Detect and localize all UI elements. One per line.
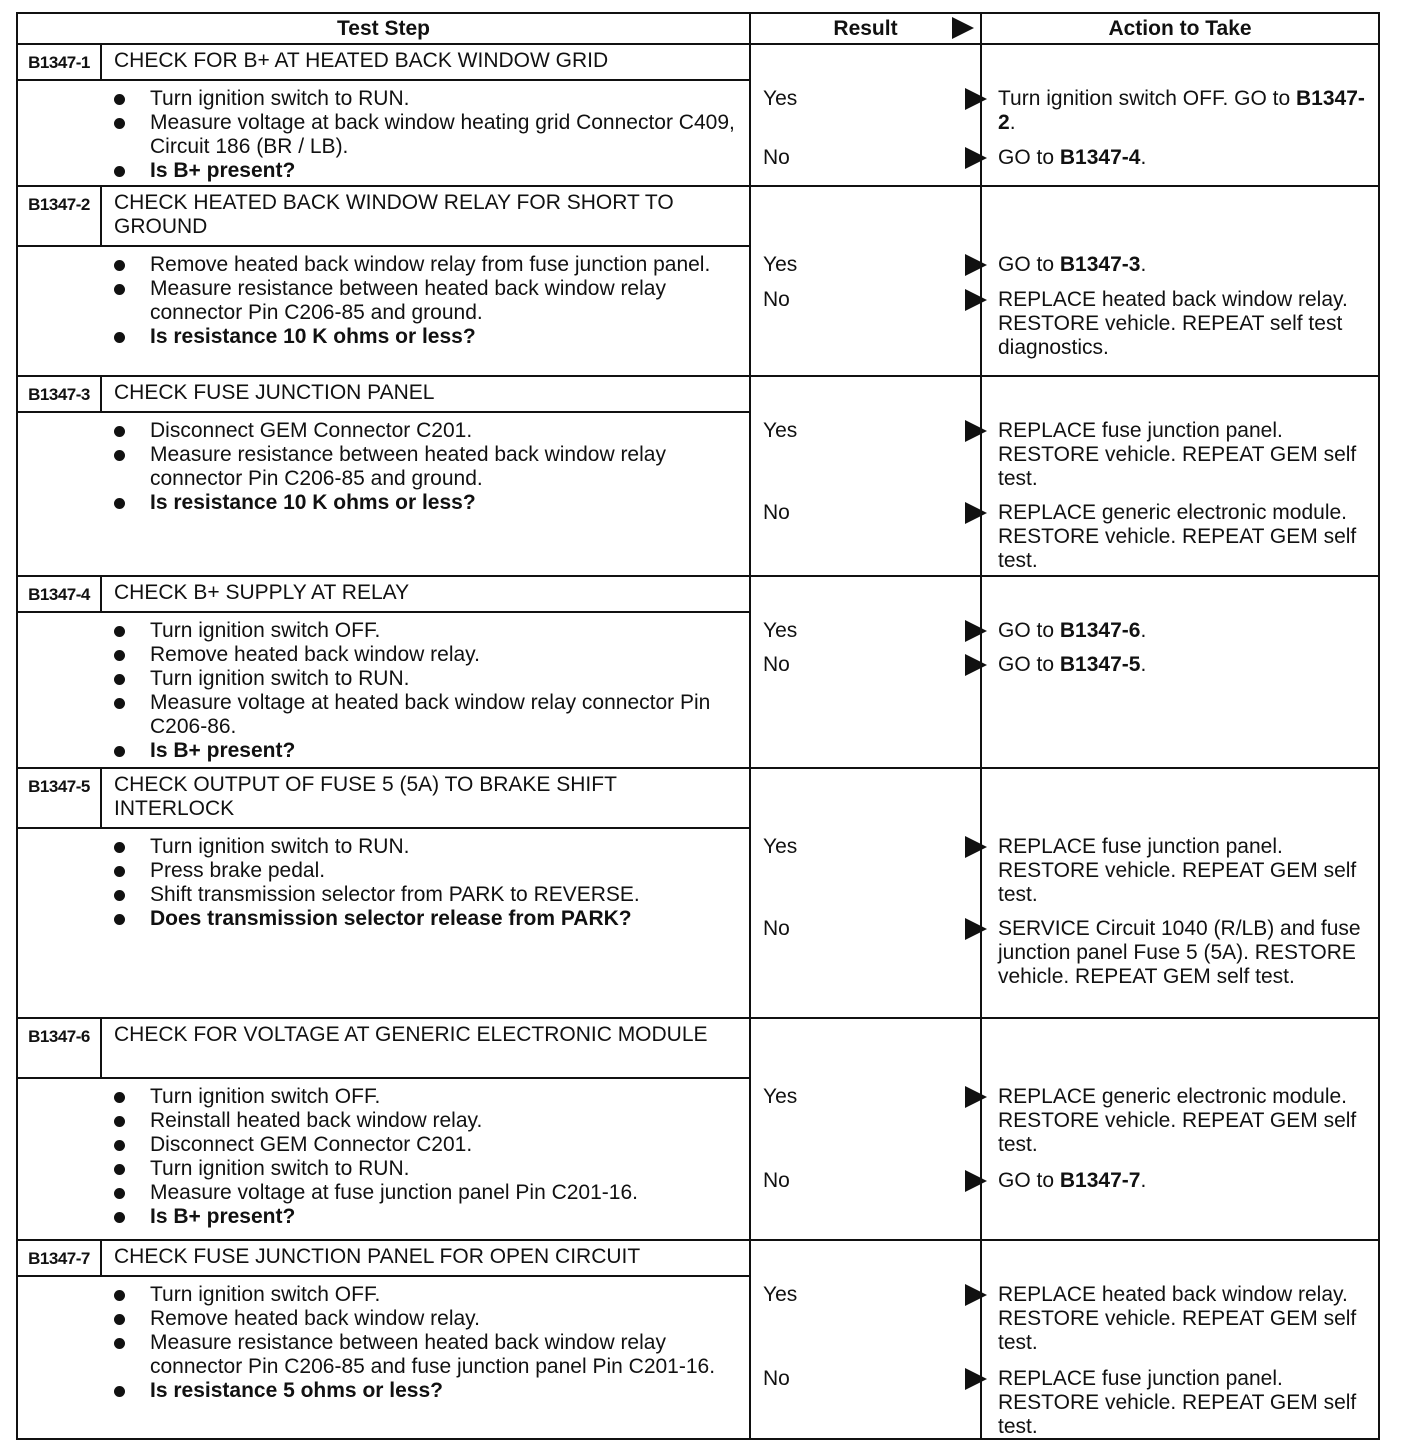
- result-yes: [763, 419, 978, 443]
- action-text: [998, 288, 1368, 360]
- step-instructions: [114, 835, 741, 931]
- result-cell: [749, 1019, 980, 1241]
- action-cell: [980, 1241, 1380, 1440]
- result-no: [763, 146, 978, 170]
- step-row: [16, 769, 1380, 1019]
- step-question: Is B+ present?: [114, 1205, 741, 1229]
- action-cell: [980, 187, 1380, 377]
- test-step-cell: [16, 1019, 749, 1241]
- action-instruction: GO to: [998, 619, 1055, 642]
- result-no: [763, 917, 978, 941]
- result-label: Yes: [763, 87, 798, 110]
- step-header: [18, 377, 749, 413]
- action-suffix: .: [1140, 146, 1147, 169]
- step-reference-link[interactable]: B1347-2: [998, 87, 1365, 134]
- step-reference-link[interactable]: B1347-7: [1059, 1169, 1141, 1192]
- action-suffix: .: [1009, 111, 1016, 134]
- action-instruction: GO to: [998, 1169, 1055, 1192]
- diagnostic-table: [16, 12, 1380, 1440]
- step-id: B1347-6: [18, 1019, 102, 1077]
- instruction-item: Remove heated back window relay.: [114, 1307, 741, 1331]
- result-label: Yes: [763, 1283, 798, 1306]
- step-question: Is resistance 5 ohms or less?: [114, 1379, 741, 1403]
- step-id: B1347-2: [18, 187, 102, 245]
- step-id: B1347-3: [18, 377, 102, 411]
- action-text: [998, 1085, 1368, 1157]
- instruction-item: Disconnect GEM Connector C201.: [114, 1133, 741, 1157]
- result-label: Yes: [763, 419, 798, 442]
- instruction-item: Turn ignition switch to RUN.: [114, 1157, 741, 1181]
- action-text: [998, 1283, 1368, 1355]
- instruction-item: Turn ignition switch to RUN.: [114, 835, 741, 859]
- result-label: No: [763, 917, 790, 940]
- result-yes: [763, 87, 978, 111]
- step-title: CHECK HEATED BACK WINDOW RELAY FOR SHORT TO GROUND: [114, 191, 674, 238]
- instruction-item: Reinstall heated back window relay.: [114, 1109, 741, 1133]
- step-instructions: [114, 1085, 741, 1229]
- step-id: B1347-4: [18, 577, 102, 611]
- step-title: CHECK FUSE JUNCTION PANEL: [114, 381, 435, 404]
- instruction-item: Measure resistance between heated back window relay connector Pin C206-85 and fuse junction panel Pin C201-16.: [114, 1331, 741, 1379]
- test-step-cell: [16, 187, 749, 377]
- action-instruction: REPLACE generic electronic module. RESTORE vehicle. REPEAT GEM self test.: [998, 501, 1357, 572]
- instruction-item: Turn ignition switch to RUN.: [114, 667, 741, 691]
- result-cell: [749, 577, 980, 769]
- step-header: [18, 45, 749, 81]
- result-yes: [763, 1283, 978, 1307]
- action-instruction: REPLACE fuse junction panel. RESTORE vehicle. REPEAT GEM self test.: [998, 1367, 1357, 1438]
- step-header: [18, 1241, 749, 1277]
- action-instruction: SERVICE Circuit 1040 (R/LB) and fuse junction panel Fuse 5 (5A). RESTORE vehicle. REPEAT GEM self test.: [998, 917, 1361, 988]
- step-header: [18, 187, 749, 247]
- result-label: Yes: [763, 835, 798, 858]
- action-instruction: GO to: [998, 146, 1055, 169]
- result-no: [763, 1367, 978, 1391]
- result-label: Yes: [763, 619, 798, 642]
- action-text: [998, 1169, 1368, 1193]
- action-text: [998, 253, 1368, 277]
- result-no: [763, 1169, 978, 1193]
- action-instruction: REPLACE fuse junction panel. RESTORE vehicle. REPEAT GEM self test.: [998, 835, 1357, 906]
- step-instructions: [114, 87, 741, 183]
- result-yes: [763, 253, 978, 277]
- action-text: [998, 87, 1368, 135]
- step-instructions: [114, 419, 741, 515]
- action-instruction: REPLACE fuse junction panel. RESTORE vehicle. REPEAT GEM self test.: [998, 419, 1357, 490]
- test-step-cell: [16, 1241, 749, 1440]
- action-cell: [980, 45, 1380, 187]
- step-row: [16, 1019, 1380, 1241]
- result-label: No: [763, 1169, 790, 1192]
- step-question: Is B+ present?: [114, 739, 741, 763]
- step-row: [16, 45, 1380, 187]
- action-text: [998, 619, 1368, 643]
- result-no: [763, 288, 978, 312]
- header-result-label: Result: [833, 16, 898, 40]
- step-instructions: [114, 619, 741, 763]
- instruction-item: Measure voltage at heated back window relay connector Pin C206-86.: [114, 691, 741, 739]
- action-instruction: GO to: [998, 653, 1055, 676]
- instruction-item: Remove heated back window relay from fuse junction panel.: [114, 253, 741, 277]
- result-cell: [749, 377, 980, 577]
- step-title: CHECK FOR B+ AT HEATED BACK WINDOW GRID: [114, 49, 609, 72]
- step-header: [18, 769, 749, 829]
- action-text: [998, 1367, 1368, 1439]
- action-suffix: .: [1140, 253, 1147, 276]
- result-cell: [749, 45, 980, 187]
- action-instruction: REPLACE generic electronic module. RESTORE vehicle. REPEAT GEM self test.: [998, 1085, 1357, 1156]
- step-title: CHECK B+ SUPPLY AT RELAY: [114, 581, 410, 604]
- step-title: CHECK OUTPUT OF FUSE 5 (5A) TO BRAKE SHIFT INTERLOCK: [114, 773, 617, 820]
- action-instruction: Turn ignition switch OFF. GO to: [998, 87, 1291, 110]
- header-result: [749, 12, 982, 45]
- step-reference-link[interactable]: B1347-3: [1059, 253, 1141, 276]
- action-instruction: REPLACE heated back window relay. RESTORE vehicle. REPEAT GEM self test.: [998, 1283, 1357, 1354]
- instruction-item: Turn ignition switch to RUN.: [114, 87, 741, 111]
- action-text: [998, 917, 1368, 989]
- step-question: Does transmission selector release from PARK?: [114, 907, 741, 931]
- result-yes: [763, 835, 978, 859]
- result-cell: [749, 769, 980, 1019]
- action-cell: [980, 377, 1380, 577]
- header-test-step: Test Step: [16, 12, 751, 45]
- result-label: No: [763, 653, 790, 676]
- action-cell: [980, 769, 1380, 1019]
- instruction-item: Press brake pedal.: [114, 859, 741, 883]
- action-instruction: REPLACE heated back window relay. RESTORE vehicle. REPEAT self test diagnostics.: [998, 288, 1348, 359]
- instruction-item: Turn ignition switch OFF.: [114, 1085, 741, 1109]
- header-action: Action to Take: [980, 12, 1380, 45]
- step-id: B1347-5: [18, 769, 102, 827]
- instruction-item: Shift transmission selector from PARK to REVERSE.: [114, 883, 741, 907]
- result-label: Yes: [763, 253, 798, 276]
- result-yes: [763, 1085, 978, 1109]
- action-suffix: .: [1140, 653, 1147, 676]
- result-label: No: [763, 1367, 790, 1390]
- result-cell: [749, 1241, 980, 1440]
- test-step-cell: [16, 45, 749, 187]
- action-instruction: GO to: [998, 253, 1055, 276]
- step-header: [18, 577, 749, 613]
- test-step-cell: [16, 377, 749, 577]
- step-row: [16, 1241, 1380, 1440]
- step-question: Is resistance 10 K ohms or less?: [114, 325, 741, 349]
- result-label: No: [763, 288, 790, 311]
- result-no: [763, 653, 978, 677]
- action-text: [998, 835, 1368, 907]
- instruction-item: Remove heated back window relay.: [114, 643, 741, 667]
- step-instructions: [114, 253, 741, 349]
- step-question: Is resistance 10 K ohms or less?: [114, 491, 741, 515]
- action-suffix: .: [1140, 1169, 1147, 1192]
- result-yes: [763, 619, 978, 643]
- step-reference-link[interactable]: B1347-6: [1059, 619, 1141, 642]
- step-id: B1347-7: [18, 1241, 102, 1275]
- instruction-item: Measure resistance between heated back window relay connector Pin C206-85 and ground.: [114, 443, 741, 491]
- action-text: [998, 146, 1368, 170]
- action-cell: [980, 1019, 1380, 1241]
- arrow-right-icon: [952, 17, 974, 39]
- step-id: B1347-1: [18, 45, 102, 79]
- step-title: CHECK FOR VOLTAGE AT GENERIC ELECTRONIC MODULE: [114, 1023, 708, 1046]
- test-step-cell: [16, 577, 749, 769]
- action-cell: [980, 577, 1380, 769]
- instruction-item: Measure voltage at back window heating grid Connector C409, Circuit 186 (BR / LB).: [114, 111, 741, 159]
- step-row: [16, 187, 1380, 377]
- action-suffix: .: [1140, 619, 1147, 642]
- result-label: No: [763, 146, 790, 169]
- instruction-item: Disconnect GEM Connector C201.: [114, 419, 741, 443]
- action-text: [998, 501, 1368, 573]
- instruction-item: Turn ignition switch OFF.: [114, 1283, 741, 1307]
- step-reference-link[interactable]: B1347-5: [1059, 653, 1141, 676]
- test-step-cell: [16, 769, 749, 1019]
- step-row: [16, 577, 1380, 769]
- result-cell: [749, 187, 980, 377]
- action-text: [998, 419, 1368, 491]
- step-instructions: [114, 1283, 741, 1403]
- step-question: Is B+ present?: [114, 159, 741, 183]
- instruction-item: Measure resistance between heated back window relay connector Pin C206-85 and ground.: [114, 277, 741, 325]
- instruction-item: Measure voltage at fuse junction panel Pin C201-16.: [114, 1181, 741, 1205]
- result-no: [763, 501, 978, 525]
- action-text: [998, 653, 1368, 677]
- result-label: Yes: [763, 1085, 798, 1108]
- step-row: [16, 377, 1380, 577]
- step-title: CHECK FUSE JUNCTION PANEL FOR OPEN CIRCUIT: [114, 1245, 641, 1268]
- instruction-item: Turn ignition switch OFF.: [114, 619, 741, 643]
- result-label: No: [763, 501, 790, 524]
- step-header: [18, 1019, 749, 1079]
- step-reference-link[interactable]: B1347-4: [1059, 146, 1141, 169]
